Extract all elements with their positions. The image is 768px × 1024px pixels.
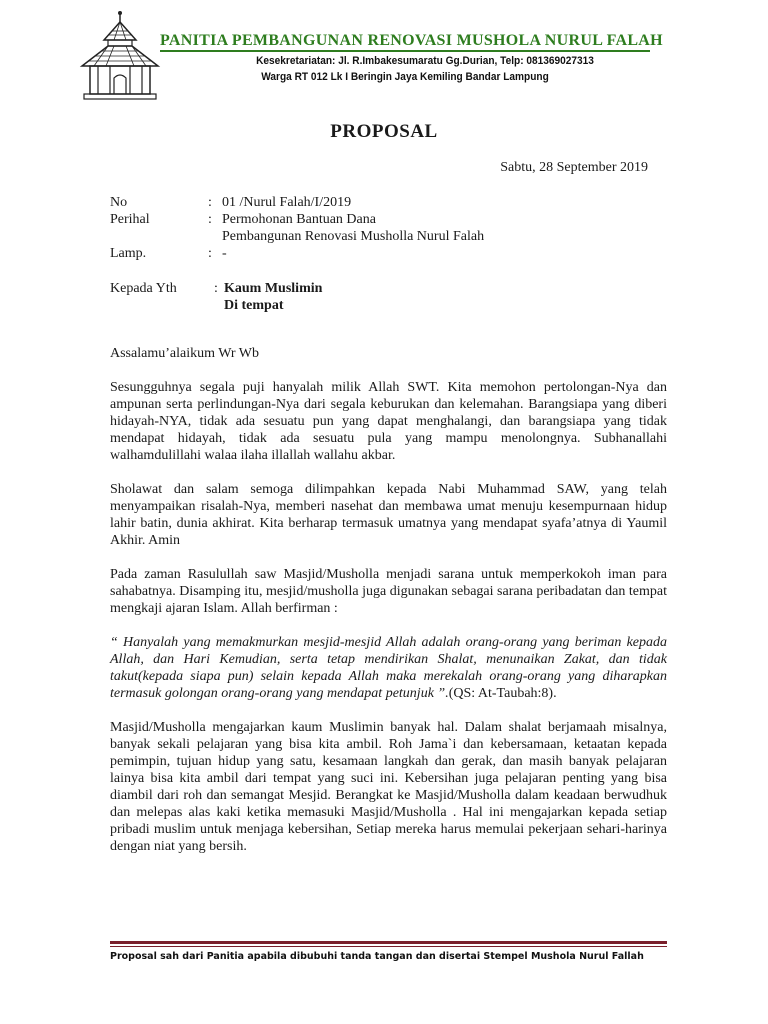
lamp-label: Lamp. [110,246,147,261]
address-line-1: Kesekretariatan: Jl. R.Imbakesumaratu Gg.Durian, Telp: 081369027313 [256,55,594,67]
kepada-label: Kepada Yth [110,281,177,296]
quote-reference: (QS: At-Taubah:8). [448,686,557,701]
paragraph-3: Pada zaman Rasulullah saw Masjid/Musholla menjadi sarana untuk memperkokoh iman para sahabatnya. Disamping itu, mesjid/musholla juga digunakan sebagai sarana peribadatan dan tempat mengkaji ajaran Islam. Allah berfirman : [110,567,667,616]
colon: : [208,212,212,227]
footer-note: Proposal sah dari Panitia apabila dibubuhi tanda tangan dan disertai Stempel Mushola Nurul Fallah [110,951,644,962]
org-title: PANITIA PEMBANGUNAN RENOVASI MUSHOLA NURUL FALAH [160,32,663,49]
colon: : [208,246,212,261]
quran-quote [110,634,667,702]
perihal-value-2: Pembangunan Renovasi Musholla Nurul Falah [222,229,485,244]
header-divider [160,50,650,52]
colon: : [208,195,212,210]
mosque-icon [78,10,162,102]
meta-row-kepada [110,280,484,297]
perihal-value-1: Permohonan Bantuan Dana [222,212,376,227]
meta-row-no [110,194,484,211]
meta-row-perihal-2 [110,228,484,245]
kepada-value-2: Di tempat [224,298,284,313]
document-date: Sabtu, 28 September 2019 [500,160,648,175]
meta-row-perihal [110,211,484,228]
no-label: No [110,195,128,210]
footer-divider-thin [110,946,667,947]
meta-row-kepada-2 [110,297,484,314]
perihal-label: Perihal [110,212,150,227]
meta-row-lamp [110,245,484,262]
colon: : [214,281,218,296]
letter-meta [110,194,484,314]
footer-divider-thick [110,941,667,944]
greeting: Assalamu’alaikum Wr Wb [110,346,259,361]
paragraph-1: Sesungguhnya segala puji hanyalah milik Allah SWT. Kita memohon pertolongan-Nya dan ampunan serta perlindungan-Nya dari segala keburukan dan kelemahan. Barangsiapa yang diberi hidayah-NYA, tidak ada sesuatu pun yang dapat menghalangi, dan barangsiapa yang tidak mendapat hidayah, tidak ada sesuatu pula yang mampu menolongnya. Subhanallahi walhamdulillahi walaa ilaha illallah wallahu akbar. [110,380,667,463]
quote-text: “ Hanyalah yang memakmurkan mesjid-mesjid Allah adalah orang-orang yang beriman kepada Allah, dan Hari Kemudian, serta tetap mendirikan Shalat, menunaikan Zakat, dan tidak takut(kepada siapa pun) selain kepada Allah maka merekalah orang-orang yang diharapkan termasuk golongan orang-orang yang mendapat petunjuk ”. [110,635,667,701]
kepada-value-1: Kaum Muslimin [224,281,323,296]
no-value: 01 /Nurul Falah/I/2019 [222,195,352,210]
paragraph-2: Sholawat dan salam semoga dilimpahkan kepada Nabi Muhammad SAW, yang telah menyampaikan risalah-Nya, memberi nasehat dan membawa umat menuju kesempurnaan hidup lahir batin, dunia akhirat. Kita berharap termasuk umatnya yang mendapat syafa’atnya di Yaumil Akhir. Amin [110,482,667,548]
letter-body [110,345,667,872]
lamp-value: - [222,246,227,261]
paragraph-4: Masjid/Musholla mengajarkan kaum Muslimin banyak hal. Dalam shalat berjamaah misalnya, banyak sekali pelajaran yang bisa kita ambil. Roh Jama`i dan kebersamaan, ketaatan kepada pemimpin, tujuan hidup yang satu, kesamaan langkah dan gerak, dan masih banyak pelajaran lainya bisa kita ambil dari tempat yang suci ini. Kebersihan juga pelajaran penting yang bisa diambil dari roh dan semangat Mesjid. Berangkat ke Masjid/Musholla dalam keadaan berwudhuk dan melepas alas kaki ketika memasuki Masjid/Musholla . Hal ini mengajarkan kepada setiap pribadi muslim untuk menjaga kebersihan, Setiap mereka harus memulai pekerjaan sehari-harinya dengan niat yang bersih. [110,720,667,854]
document-title: PROPOSAL [330,121,438,142]
address-line-2: Warga RT 012 Lk I Beringin Jaya Kemiling Bandar Lampung [261,71,549,83]
